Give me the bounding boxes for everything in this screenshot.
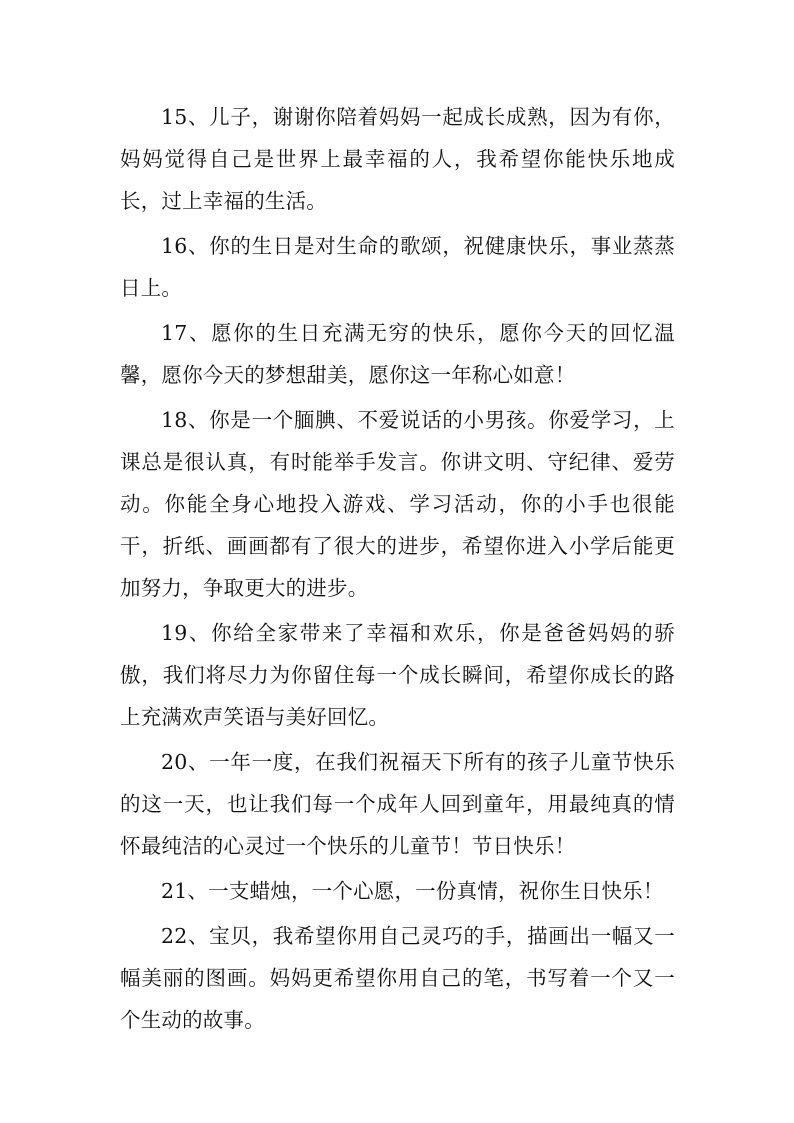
paragraph-18: 18、你是一个腼腆、不爱说话的小男孩。你爱学习，上课总是很认真，有时能举手发言。你讲文明、守纪律、爱劳动。你能全身心地投入游戏、学习活动，你的小手也很能干，折纸、画画都有了很大的进步，希望你进入小学后能更加努力，争取更大的进步。 [120, 408, 675, 600]
paragraph-22: 22、宝贝，我希望你用自己灵巧的手，描画出一幅又一幅美丽的图画。妈妈更希望你用自己的笔，书写着一个又一个生动的故事。 [120, 924, 675, 1032]
paragraph-21: 21、一支蜡烛，一个心愿，一份真情，祝你生日快乐！ [161, 879, 664, 903]
paragraph-20: 20、一年一度，在我们祝福天下所有的孩子儿童节快乐的这一天，也让我们每一个成年人回到童年，用最纯真的情怀最纯洁的心灵过一个快乐的儿童节！节日快乐！ [120, 750, 675, 858]
paragraph-17: 17、愿你的生日充满无穷的快乐，愿你今天的回忆温馨，愿你今天的梦想甜美，愿你这一年称心如意！ [120, 321, 675, 387]
document-body [120, 96, 675, 1044]
paragraph-15: 15、儿子，谢谢你陪着妈妈一起成长成熟，因为有你，妈妈觉得自己是世界上最幸福的人，我希望你能快乐地成长，过上幸福的生活。 [120, 105, 675, 213]
paragraph-16: 16、你的生日是对生命的歌颂，祝健康快乐，事业蒸蒸日上。 [120, 234, 675, 300]
paragraph-19: 19、你给全家带来了幸福和欢乐，你是爸爸妈妈的骄傲，我们将尽力为你留住每一个成长瞬间，希望你成长的路上充满欢声笑语与美好回忆。 [120, 621, 675, 729]
